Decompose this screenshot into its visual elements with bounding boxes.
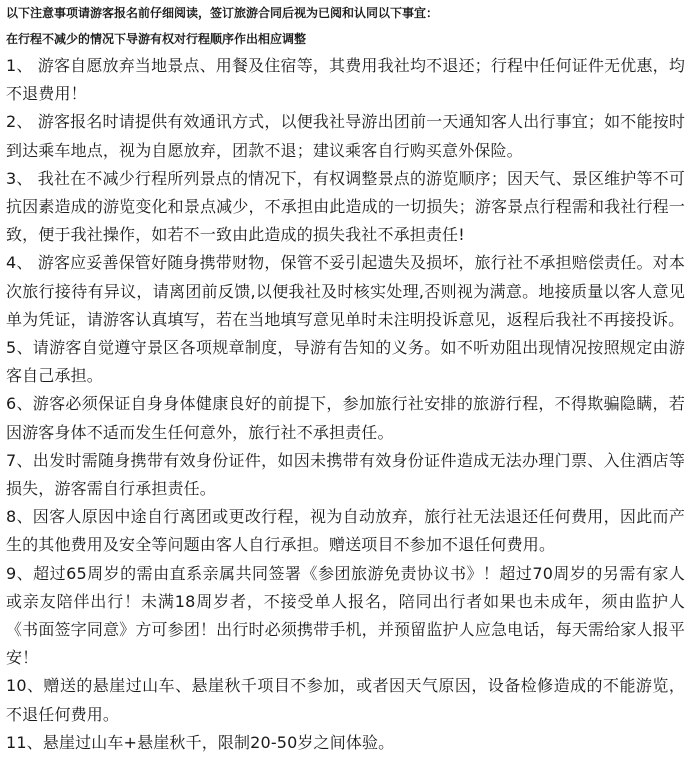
notice-item-11: 11、悬崖过山车+悬崖秋千，限制20-50岁之间体验。 <box>6 732 395 752</box>
notice-item-2: 2、 游客报名时请提供有效通讯方式，以便我社导游出团前一天通知客人出行事宜；如不能按时到达乘车地点，视为自愿放弃，团款不退；建议乘客自行购买意外保险。 <box>6 112 685 160</box>
notice-item-7: 7、出发时需随身携带有效身份证件，如因未携带有效身份证件造成无法办理门票、入住酒店等损失，游客需自行承担责任。 <box>6 450 685 499</box>
notice-item-10: 10、赠送的悬崖过山车、悬崖秋千项目不参加，或者因天气原因，设备检修造成的不能游览，不退任何费用。 <box>6 676 685 724</box>
notice-item-6: 6、游客必须保证自身身体健康良好的前提下，参加旅行社安排的旅游行程，不得欺骗隐瞒，若因游客身体不适而发生任何意外，旅行社不承担责任。 <box>6 394 685 442</box>
notice-list <box>6 52 685 757</box>
notice-item-9: 9、超过65周岁的需由直系亲属共同签署《参团旅游免责协议书》！超过70周岁的另需有家人或亲友陪伴出行！未满18周岁者，不接受单人报名，陪同出行者如果也未成年，须由监护人《书面签字同意》方可参团！出行时必须携带手机，并预留监护人应急电话，每天需给家人报平安！ <box>6 563 685 668</box>
notice-item-1: 1、 游客自愿放弃当地景点、用餐及住宿等，其费用我社均不退还；行程中任何证件无优惠，均不退费用！ <box>6 56 685 104</box>
notice-item-8: 8、因客人原因中途自行离团或更改行程，视为自动放弃，旅行社无法退还任何费用，因此而产生的其他费用及安全等问题由客人自行承担。赠送项目不参加不退任何费用。 <box>6 507 685 555</box>
notice-item-3: 3、 我社在不减少行程所列景点的情况下，有权调整景点的游览顺序；因天气、景区维护等不可抗因素造成的游览变化和景点减少，不承担由此造成的一切损失；游客景点行程需和我社行程一致，便于我社操作，如若不一致由此造成的损失我社不承担责任! <box>6 168 685 245</box>
notice-item-4: 4、 游客应妥善保管好随身携带财物，保管不妥引起遗失及损坏，旅行社不承担赔偿责任。对本次旅行接待有异议，请离团前反馈,以便我社及时核实处理,否则视为满意。地接质量以客人意见单为凭证，请游客认真填写，若在当地填写意见单时未注明投诉意见，返程后我社不再接投诉。 <box>6 253 685 329</box>
notice-subheader: 在行程不减少的情况下导游有权对行程顺序作出相应调整 <box>6 32 307 46</box>
notice-header: 以下注意事项请游客报名前仔细阅读，签订旅游合同后视为已阅和认同以下事宜： <box>6 6 439 20</box>
notice-item-5: 5、请游客自觉遵守景区各项规章制度，导游有告知的义务。如不听劝阻出现情况按照规定由游客自己承担。 <box>6 338 685 386</box>
